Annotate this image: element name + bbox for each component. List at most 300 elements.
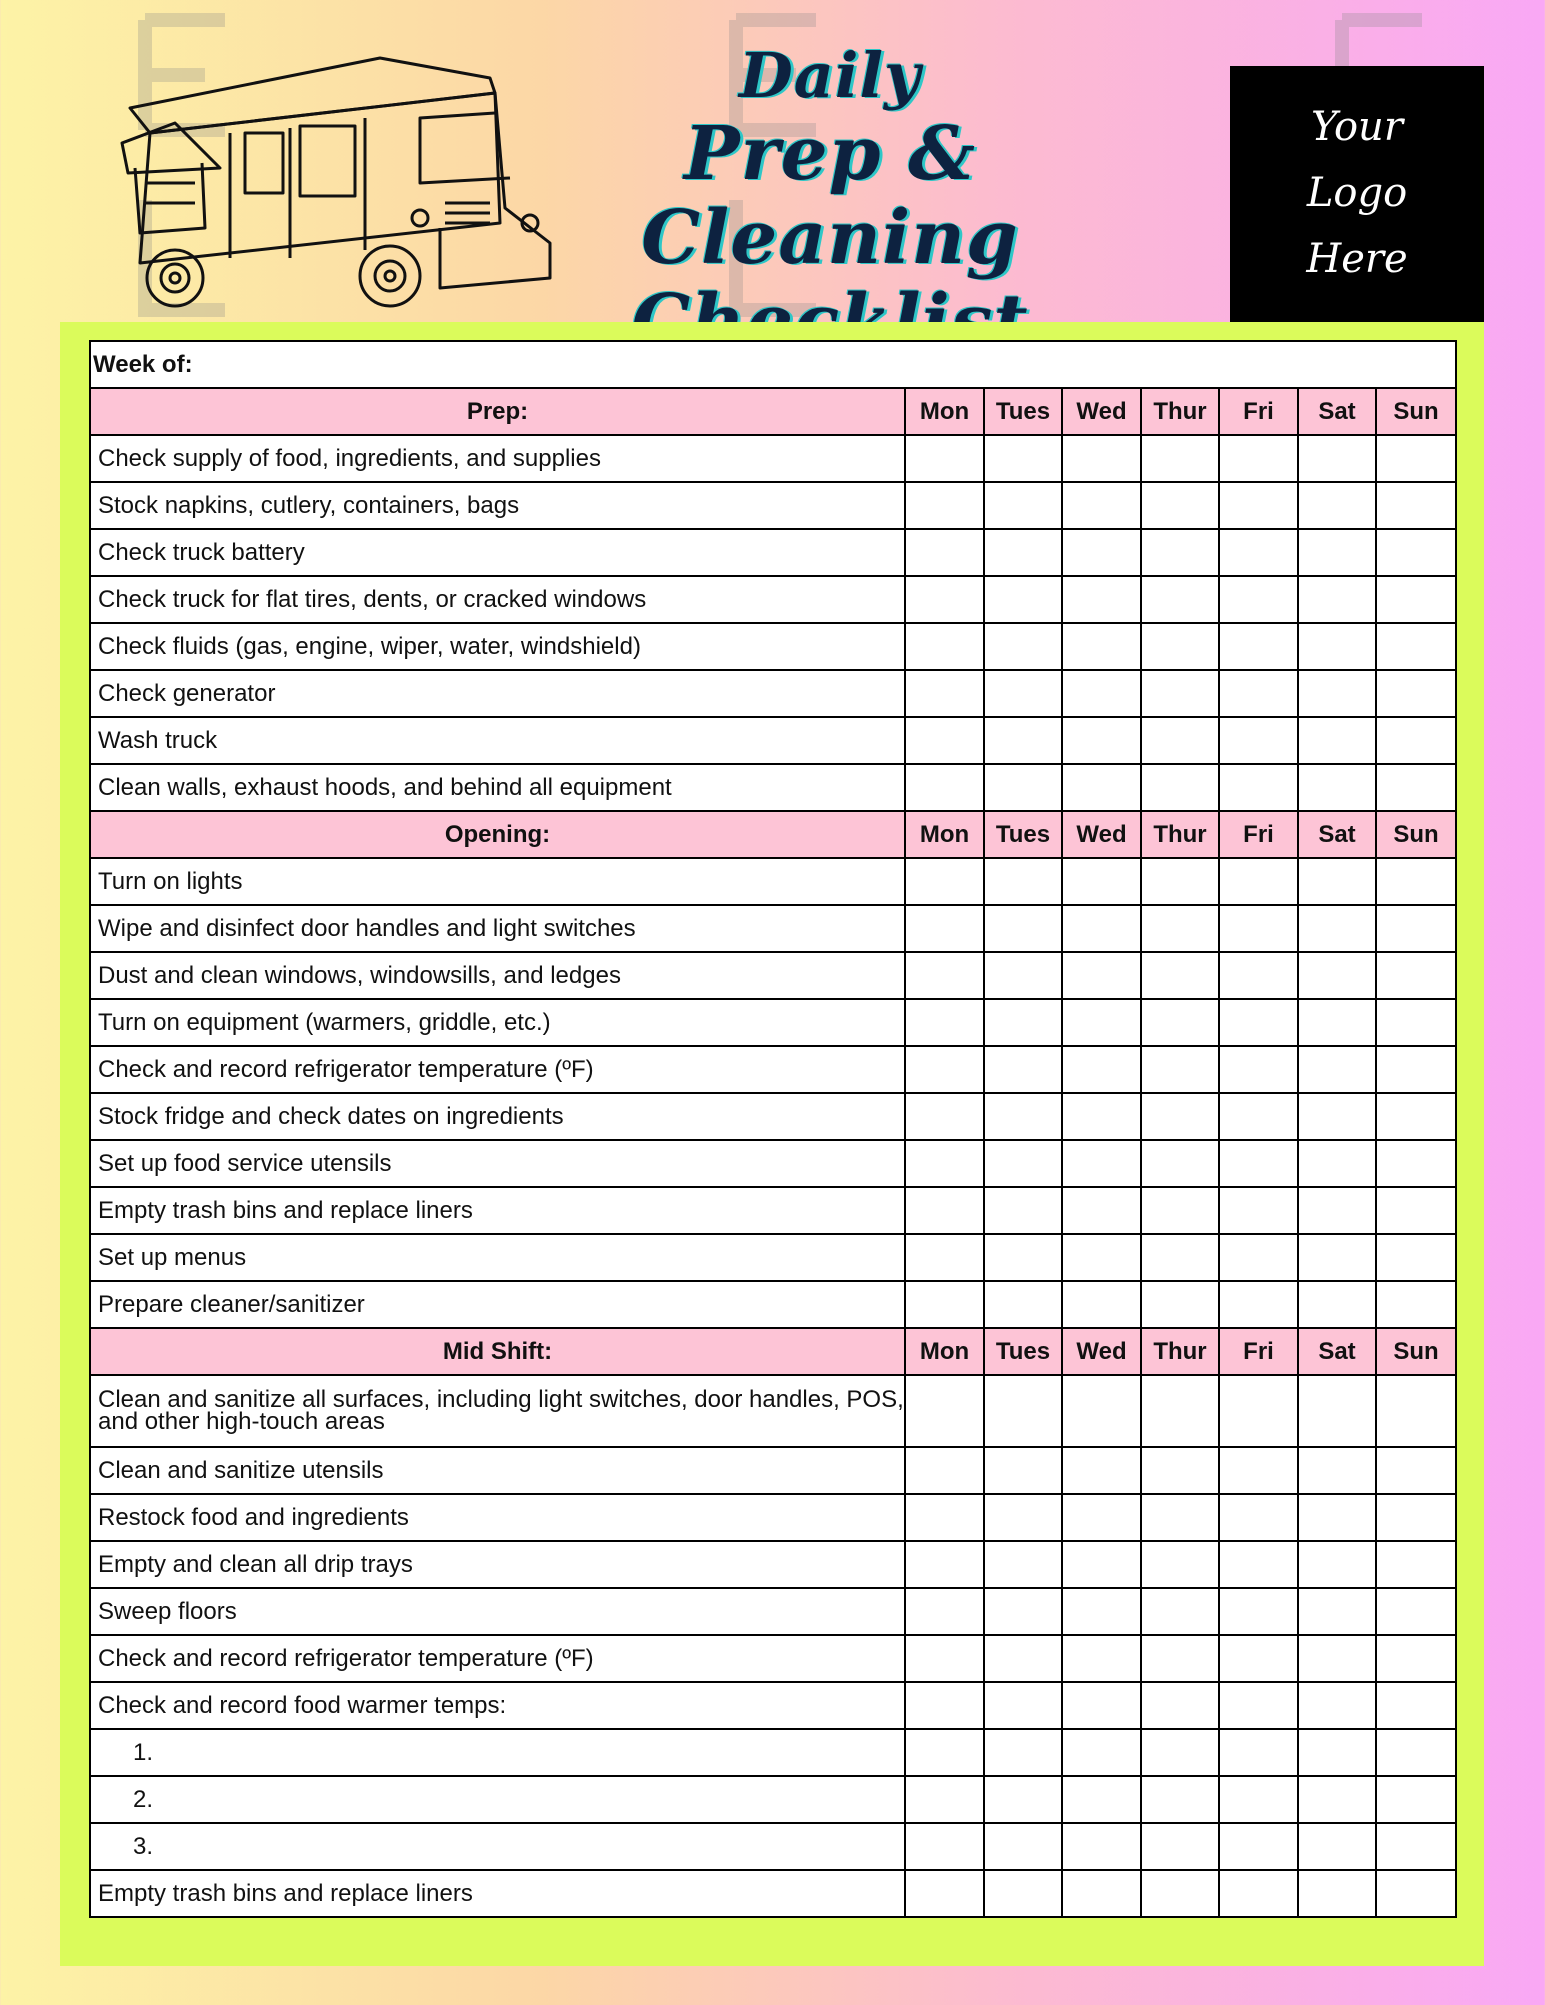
check-cell[interactable] — [1141, 1140, 1219, 1187]
check-cell[interactable] — [905, 576, 984, 623]
check-cell[interactable] — [984, 1682, 1062, 1729]
checklist-body — [90, 341, 1456, 1917]
check-cell[interactable] — [1298, 1234, 1376, 1281]
task-label: Check truck for flat tires, dents, or cracked windows — [90, 576, 905, 623]
check-cell[interactable] — [905, 1682, 984, 1729]
check-cell[interactable] — [1219, 1588, 1298, 1635]
check-cell[interactable] — [1062, 905, 1141, 952]
check-cell[interactable] — [905, 529, 984, 576]
check-cell[interactable] — [905, 1281, 984, 1328]
check-cell[interactable] — [905, 623, 984, 670]
day-header: Thur — [1141, 811, 1219, 858]
check-cell[interactable] — [905, 858, 984, 905]
title-line-daily: Daily — [738, 39, 922, 112]
check-cell[interactable] — [984, 1823, 1062, 1870]
check-cell[interactable] — [1376, 858, 1456, 905]
check-cell[interactable] — [1376, 435, 1456, 482]
checklist-row — [90, 623, 1456, 670]
check-cell[interactable] — [1298, 435, 1376, 482]
check-cell[interactable] — [1062, 1140, 1141, 1187]
check-cell[interactable] — [1298, 1635, 1376, 1682]
check-cell[interactable] — [1298, 1823, 1376, 1870]
day-header: Tues — [984, 388, 1062, 435]
check-cell[interactable] — [984, 1281, 1062, 1328]
check-cell[interactable] — [905, 1541, 984, 1588]
check-cell[interactable] — [1062, 529, 1141, 576]
check-cell[interactable] — [905, 1776, 984, 1823]
check-cell[interactable] — [905, 482, 984, 529]
checklist-row — [90, 1046, 1456, 1093]
check-cell[interactable] — [1141, 1541, 1219, 1588]
check-cell[interactable] — [1376, 1541, 1456, 1588]
task-label: Restock food and ingredients — [90, 1494, 905, 1541]
check-cell[interactable] — [1298, 858, 1376, 905]
check-cell[interactable] — [1141, 1046, 1219, 1093]
check-cell[interactable] — [1298, 764, 1376, 811]
check-cell[interactable] — [1298, 905, 1376, 952]
check-cell[interactable] — [1376, 999, 1456, 1046]
day-header: Thur — [1141, 1328, 1219, 1375]
check-cell[interactable] — [984, 952, 1062, 999]
food-truck-icon — [110, 38, 560, 328]
check-cell[interactable] — [905, 1234, 984, 1281]
day-header: Thur — [1141, 388, 1219, 435]
checklist-row — [90, 1729, 1456, 1776]
checklist-row — [90, 529, 1456, 576]
check-cell[interactable] — [905, 905, 984, 952]
logo-text-line: Your — [1311, 104, 1403, 150]
task-label: Empty and clean all drip trays — [90, 1541, 905, 1588]
check-cell[interactable] — [1141, 717, 1219, 764]
checklist-row — [90, 1870, 1456, 1917]
checklist-row — [90, 952, 1456, 999]
check-cell[interactable] — [1141, 1447, 1219, 1494]
check-cell[interactable] — [984, 435, 1062, 482]
check-cell[interactable] — [1141, 623, 1219, 670]
week-of-row — [90, 341, 1456, 388]
check-cell[interactable] — [905, 764, 984, 811]
check-cell[interactable] — [1376, 623, 1456, 670]
task-label: Check and record food warmer temps: — [90, 1682, 905, 1729]
check-cell[interactable] — [1141, 1635, 1219, 1682]
task-label: 2. — [90, 1776, 905, 1823]
check-cell[interactable] — [1141, 1682, 1219, 1729]
check-cell[interactable] — [1219, 1541, 1298, 1588]
check-cell[interactable] — [1062, 1093, 1141, 1140]
check-cell[interactable] — [1298, 1375, 1376, 1447]
section-header-prep — [90, 388, 1456, 435]
check-cell[interactable] — [984, 482, 1062, 529]
check-cell[interactable] — [984, 1776, 1062, 1823]
day-header: Sat — [1298, 388, 1376, 435]
task-label: Check and record refrigerator temperature (ºF) — [90, 1635, 905, 1682]
task-label: 3. — [90, 1823, 905, 1870]
check-cell[interactable] — [1298, 1187, 1376, 1234]
check-cell[interactable] — [1298, 670, 1376, 717]
checklist-row — [90, 1140, 1456, 1187]
check-cell[interactable] — [1141, 1093, 1219, 1140]
check-cell[interactable] — [1376, 482, 1456, 529]
day-header: Tues — [984, 1328, 1062, 1375]
check-cell[interactable] — [984, 529, 1062, 576]
check-cell[interactable] — [1141, 999, 1219, 1046]
task-label: Check fluids (gas, engine, wiper, water, windshield) — [90, 623, 905, 670]
day-header: Mon — [905, 388, 984, 435]
check-cell[interactable] — [1141, 764, 1219, 811]
check-cell[interactable] — [1062, 1729, 1141, 1776]
check-cell[interactable] — [1376, 529, 1456, 576]
day-header: Mon — [905, 811, 984, 858]
task-label: Turn on equipment (warmers, griddle, etc.) — [90, 999, 905, 1046]
check-cell[interactable] — [905, 435, 984, 482]
day-header: Sun — [1376, 811, 1456, 858]
check-cell[interactable] — [1141, 858, 1219, 905]
task-label: Check and record refrigerator temperature (ºF) — [90, 1046, 905, 1093]
checklist-table — [89, 340, 1457, 1918]
check-cell[interactable] — [984, 670, 1062, 717]
check-cell[interactable] — [905, 670, 984, 717]
day-header: Wed — [1062, 388, 1141, 435]
check-cell[interactable] — [1062, 717, 1141, 764]
check-cell[interactable] — [1376, 1823, 1456, 1870]
check-cell[interactable] — [1062, 1635, 1141, 1682]
check-cell[interactable] — [1376, 1281, 1456, 1328]
day-header: Sun — [1376, 388, 1456, 435]
check-cell[interactable] — [1298, 576, 1376, 623]
task-label: Clean and sanitize utensils — [90, 1447, 905, 1494]
check-cell[interactable] — [1376, 1093, 1456, 1140]
check-cell[interactable] — [984, 1375, 1062, 1447]
check-cell[interactable] — [984, 999, 1062, 1046]
check-cell[interactable] — [984, 764, 1062, 811]
check-cell[interactable] — [1141, 1823, 1219, 1870]
check-cell[interactable] — [905, 1494, 984, 1541]
check-cell[interactable] — [1062, 999, 1141, 1046]
check-cell[interactable] — [905, 1729, 984, 1776]
logo-text-line: Logo — [1306, 170, 1408, 216]
check-cell[interactable] — [905, 1375, 984, 1447]
check-cell[interactable] — [1219, 1187, 1298, 1234]
check-cell[interactable] — [1298, 717, 1376, 764]
check-cell[interactable] — [1298, 1494, 1376, 1541]
check-cell[interactable] — [1376, 1234, 1456, 1281]
check-cell[interactable] — [1376, 717, 1456, 764]
checklist-row — [90, 999, 1456, 1046]
check-cell[interactable] — [1376, 576, 1456, 623]
check-cell[interactable] — [1376, 1494, 1456, 1541]
check-cell[interactable] — [1298, 1682, 1376, 1729]
checklist-row — [90, 905, 1456, 952]
title-line-prep-cleaning: Prep & Cleaning — [641, 111, 1019, 281]
task-label: Stock napkins, cutlery, containers, bags — [90, 482, 905, 529]
checklist-row — [90, 1281, 1456, 1328]
task-label: Clean walls, exhaust hoods, and behind all equipment — [90, 764, 905, 811]
day-header: Wed — [1062, 811, 1141, 858]
checklist-row — [90, 482, 1456, 529]
check-cell[interactable] — [905, 999, 984, 1046]
check-cell[interactable] — [1298, 952, 1376, 999]
checklist-row — [90, 1093, 1456, 1140]
check-cell[interactable] — [1376, 1588, 1456, 1635]
checklist-row — [90, 670, 1456, 717]
day-header: Fri — [1219, 811, 1298, 858]
check-cell[interactable] — [1376, 764, 1456, 811]
check-cell[interactable] — [1219, 1776, 1298, 1823]
day-header: Wed — [1062, 1328, 1141, 1375]
check-cell[interactable] — [905, 1093, 984, 1140]
check-cell[interactable] — [1062, 1541, 1141, 1588]
check-cell[interactable] — [1062, 858, 1141, 905]
check-cell[interactable] — [1376, 1187, 1456, 1234]
check-cell[interactable] — [1219, 1140, 1298, 1187]
check-cell[interactable] — [1219, 623, 1298, 670]
task-label: Check generator — [90, 670, 905, 717]
task-label: Set up menus — [90, 1234, 905, 1281]
check-cell[interactable] — [1376, 1375, 1456, 1447]
check-cell[interactable] — [1376, 670, 1456, 717]
check-cell[interactable] — [1219, 576, 1298, 623]
check-cell[interactable] — [1298, 623, 1376, 670]
check-cell[interactable] — [1298, 1541, 1376, 1588]
check-cell[interactable] — [1141, 529, 1219, 576]
check-cell[interactable] — [1062, 1375, 1141, 1447]
check-cell[interactable] — [1376, 1682, 1456, 1729]
task-label: Dust and clean windows, windowsills, and ledges — [90, 952, 905, 999]
task-label: Stock fridge and check dates on ingredients — [90, 1093, 905, 1140]
check-cell[interactable] — [984, 1187, 1062, 1234]
check-cell[interactable] — [905, 1187, 984, 1234]
check-cell[interactable] — [1298, 1281, 1376, 1328]
check-cell[interactable] — [1376, 1635, 1456, 1682]
check-cell[interactable] — [1219, 1870, 1298, 1917]
section-header-opening — [90, 811, 1456, 858]
check-cell[interactable] — [1219, 1234, 1298, 1281]
checklist-row — [90, 717, 1456, 764]
check-cell[interactable] — [1376, 1729, 1456, 1776]
check-cell[interactable] — [1062, 952, 1141, 999]
check-cell[interactable] — [1219, 858, 1298, 905]
check-cell[interactable] — [1298, 1140, 1376, 1187]
checklist-row — [90, 1234, 1456, 1281]
check-cell[interactable] — [1298, 1447, 1376, 1494]
check-cell[interactable] — [984, 1140, 1062, 1187]
check-cell[interactable] — [1141, 952, 1219, 999]
check-cell[interactable] — [984, 1729, 1062, 1776]
check-cell[interactable] — [1376, 905, 1456, 952]
check-cell[interactable] — [984, 905, 1062, 952]
check-cell[interactable] — [1062, 1823, 1141, 1870]
check-cell[interactable] — [1062, 576, 1141, 623]
task-label: Turn on lights — [90, 858, 905, 905]
check-cell[interactable] — [984, 1234, 1062, 1281]
task-label: Wash truck — [90, 717, 905, 764]
check-cell[interactable] — [1298, 999, 1376, 1046]
check-cell[interactable] — [1219, 1494, 1298, 1541]
check-cell[interactable] — [1219, 1046, 1298, 1093]
task-label: Empty trash bins and replace liners — [90, 1870, 905, 1917]
check-cell[interactable] — [1376, 1870, 1456, 1917]
check-cell[interactable] — [1219, 1729, 1298, 1776]
page-title — [540, 40, 1120, 364]
check-cell[interactable] — [1062, 1494, 1141, 1541]
check-cell[interactable] — [984, 858, 1062, 905]
check-cell[interactable] — [984, 1541, 1062, 1588]
task-label: Empty trash bins and replace liners — [90, 1187, 905, 1234]
check-cell[interactable] — [984, 1046, 1062, 1093]
check-cell[interactable] — [905, 1046, 984, 1093]
check-cell[interactable] — [1219, 905, 1298, 952]
check-cell[interactable] — [984, 1093, 1062, 1140]
logo-placeholder — [1230, 66, 1484, 322]
check-cell[interactable] — [1219, 1682, 1298, 1729]
check-cell[interactable] — [1219, 1823, 1298, 1870]
check-cell[interactable] — [905, 1447, 984, 1494]
check-cell[interactable] — [1141, 576, 1219, 623]
checklist-row — [90, 858, 1456, 905]
check-cell[interactable] — [1219, 1281, 1298, 1328]
checklist-row — [90, 435, 1456, 482]
task-label: Set up food service utensils — [90, 1140, 905, 1187]
checklist-row — [90, 1588, 1456, 1635]
check-cell[interactable] — [1219, 1375, 1298, 1447]
task-label: Check truck battery — [90, 529, 905, 576]
checklist-row — [90, 1375, 1456, 1447]
check-cell[interactable] — [1062, 1776, 1141, 1823]
check-cell[interactable] — [984, 1870, 1062, 1917]
check-cell[interactable] — [1141, 482, 1219, 529]
check-cell[interactable] — [1219, 1447, 1298, 1494]
section-title: Opening: — [90, 811, 905, 858]
check-cell[interactable] — [984, 1588, 1062, 1635]
check-cell[interactable] — [1062, 1588, 1141, 1635]
check-cell[interactable] — [1298, 482, 1376, 529]
check-cell[interactable] — [1298, 1776, 1376, 1823]
check-cell[interactable] — [1141, 1187, 1219, 1234]
checklist-row — [90, 1187, 1456, 1234]
logo-text-line: Here — [1306, 236, 1408, 282]
day-header: Fri — [1219, 388, 1298, 435]
check-cell[interactable] — [1141, 1494, 1219, 1541]
check-cell[interactable] — [1219, 764, 1298, 811]
check-cell[interactable] — [1062, 1046, 1141, 1093]
check-cell[interactable] — [1219, 1093, 1298, 1140]
week-of-label[interactable]: Week of: — [90, 341, 1456, 388]
day-header: Fri — [1219, 1328, 1298, 1375]
check-cell[interactable] — [1141, 1776, 1219, 1823]
check-cell[interactable] — [984, 717, 1062, 764]
check-cell[interactable] — [984, 1635, 1062, 1682]
check-cell[interactable] — [1298, 529, 1376, 576]
checklist-row — [90, 576, 1456, 623]
task-label: Check supply of food, ingredients, and supplies — [90, 435, 905, 482]
check-cell[interactable] — [1219, 670, 1298, 717]
section-title: Mid Shift: — [90, 1328, 905, 1375]
check-cell[interactable] — [905, 1140, 984, 1187]
check-cell[interactable] — [1298, 1870, 1376, 1917]
check-cell[interactable] — [1062, 670, 1141, 717]
check-cell[interactable] — [1062, 1447, 1141, 1494]
checklist-row — [90, 1776, 1456, 1823]
check-cell[interactable] — [1141, 1870, 1219, 1917]
check-cell[interactable] — [1062, 623, 1141, 670]
check-cell[interactable] — [1219, 435, 1298, 482]
check-cell[interactable] — [1062, 1187, 1141, 1234]
check-cell[interactable] — [1141, 1375, 1219, 1447]
section-title: Prep: — [90, 388, 905, 435]
check-cell[interactable] — [905, 952, 984, 999]
task-label: Wipe and disinfect door handles and light switches — [90, 905, 905, 952]
task-label: 1. — [90, 1729, 905, 1776]
check-cell[interactable] — [1376, 1140, 1456, 1187]
checklist-row — [90, 1682, 1456, 1729]
check-cell[interactable] — [984, 576, 1062, 623]
check-cell[interactable] — [905, 1870, 984, 1917]
checklist-row — [90, 1541, 1456, 1588]
check-cell[interactable] — [1219, 952, 1298, 999]
checklist-row — [90, 1447, 1456, 1494]
check-cell[interactable] — [1219, 717, 1298, 764]
check-cell[interactable] — [1376, 1776, 1456, 1823]
check-cell[interactable] — [1219, 999, 1298, 1046]
check-cell[interactable] — [1219, 1635, 1298, 1682]
check-cell[interactable] — [984, 1494, 1062, 1541]
task-label: Clean and sanitize all surfaces, including light switches, door handles, POS, and other high-touch areas — [90, 1375, 905, 1447]
check-cell[interactable] — [1298, 1093, 1376, 1140]
check-cell[interactable] — [1141, 670, 1219, 717]
day-header: Mon — [905, 1328, 984, 1375]
task-label: Prepare cleaner/sanitizer — [90, 1281, 905, 1328]
check-cell[interactable] — [984, 1447, 1062, 1494]
day-header: Sat — [1298, 811, 1376, 858]
check-cell[interactable] — [1376, 1046, 1456, 1093]
check-cell[interactable] — [1062, 482, 1141, 529]
check-cell[interactable] — [1141, 1234, 1219, 1281]
day-header: Sat — [1298, 1328, 1376, 1375]
check-cell[interactable] — [1062, 764, 1141, 811]
task-label: Sweep floors — [90, 1588, 905, 1635]
section-header-mid-shift — [90, 1328, 1456, 1375]
check-cell[interactable] — [1141, 1588, 1219, 1635]
check-cell[interactable] — [1062, 1870, 1141, 1917]
check-cell[interactable] — [1141, 1281, 1219, 1328]
check-cell[interactable] — [1141, 905, 1219, 952]
check-cell[interactable] — [1219, 482, 1298, 529]
check-cell[interactable] — [905, 1588, 984, 1635]
check-cell[interactable] — [1141, 435, 1219, 482]
check-cell[interactable] — [905, 717, 984, 764]
checklist-row — [90, 764, 1456, 811]
checklist-row — [90, 1823, 1456, 1870]
check-cell[interactable] — [1376, 952, 1456, 999]
check-cell[interactable] — [1141, 1729, 1219, 1776]
day-header: Tues — [984, 811, 1062, 858]
check-cell[interactable] — [984, 623, 1062, 670]
check-cell[interactable] — [905, 1823, 984, 1870]
check-cell[interactable] — [1298, 1046, 1376, 1093]
check-cell[interactable] — [1062, 1281, 1141, 1328]
check-cell[interactable] — [1298, 1588, 1376, 1635]
check-cell[interactable] — [1062, 435, 1141, 482]
checklist-row — [90, 1635, 1456, 1682]
check-cell[interactable] — [905, 1635, 984, 1682]
checklist-row — [90, 1494, 1456, 1541]
check-cell[interactable] — [1062, 1682, 1141, 1729]
day-header: Sun — [1376, 1328, 1456, 1375]
check-cell[interactable] — [1376, 1447, 1456, 1494]
check-cell[interactable] — [1298, 1729, 1376, 1776]
check-cell[interactable] — [1062, 1234, 1141, 1281]
check-cell[interactable] — [1219, 529, 1298, 576]
